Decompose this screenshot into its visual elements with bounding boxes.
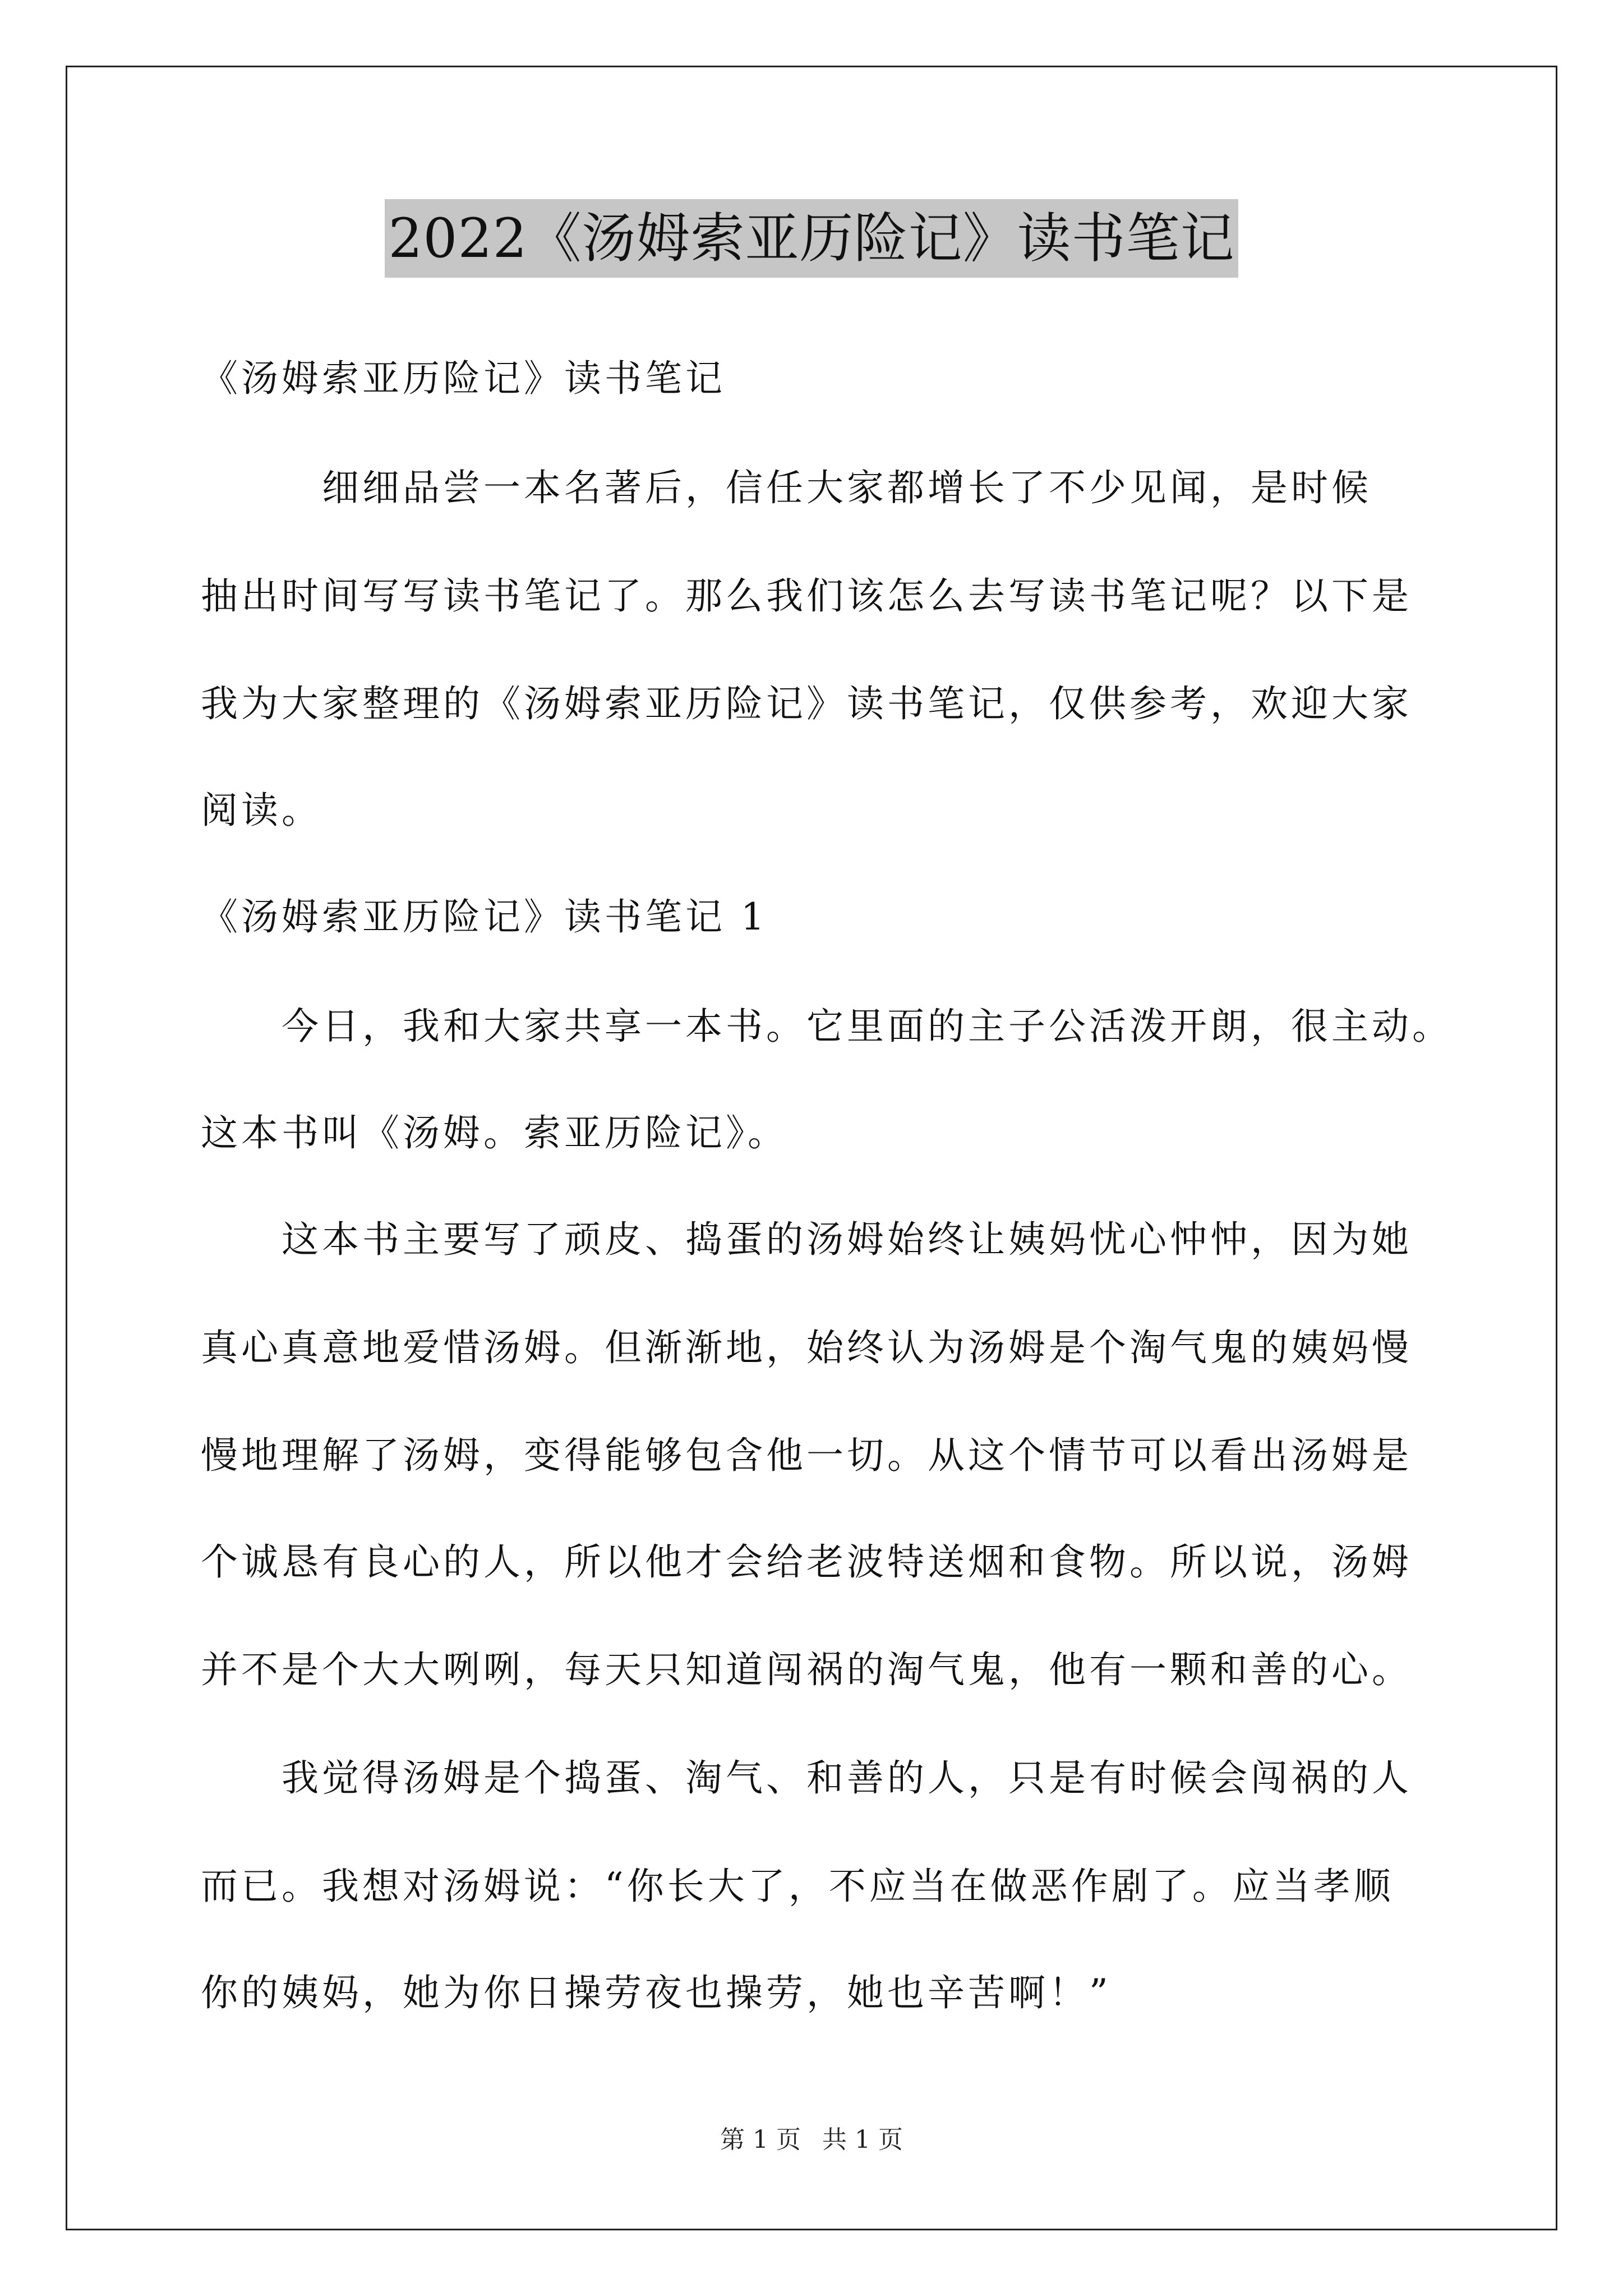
paragraph-line: 慢地理解了汤姆，变得能够包含他一切。从这个情节可以看出汤姆是: [201, 1434, 1412, 1477]
title-container: [0, 199, 1623, 278]
paragraph-line: 阅读。: [201, 789, 322, 832]
paragraph-line: 这本书主要写了顽皮、捣蛋的汤姆始终让姨妈忧心忡忡，因为她: [201, 1218, 1412, 1261]
paragraph-line: 我觉得汤姆是个捣蛋、淘气、和善的人，只是有时候会闯祸的人: [201, 1756, 1412, 1800]
section-heading: 《汤姆索亚历险记》读书笔记 1: [201, 895, 768, 938]
subtitle-line: 《汤姆索亚历险记》读书笔记: [201, 357, 726, 400]
document-title: 2022《汤姆索亚历险记》读书笔记: [385, 199, 1238, 278]
paragraph-line: 个诚恳有良心的人，所以他才会给老波特送烟和食物。所以说，汤姆: [201, 1540, 1412, 1584]
paragraph-line: 并不是个大大咧咧，每天只知道闯祸的淘气鬼，他有一颗和善的心。: [201, 1648, 1412, 1691]
page-number: 第 1 页: [720, 2125, 801, 2154]
paragraph-line: 你的姨妈，她为你日操劳夜也操劳，她也辛苦啊！”: [201, 1971, 1112, 2014]
paragraph-line: 而已。我想对汤姆说：“你长大了，不应当在做恶作剧了。应当孝顺: [201, 1865, 1394, 1908]
page-footer: [0, 2123, 1623, 2157]
paragraph-line: 抽出时间写写读书笔记了。那么我们该怎么去写读书笔记呢？以下是: [201, 574, 1412, 618]
paragraph-line: 真心真意地爱惜汤姆。但渐渐地，始终认为汤姆是个淘气鬼的姨妈慢: [201, 1326, 1412, 1369]
paragraph-line: 这本书叫《汤姆。索亚历险记》。: [201, 1111, 788, 1154]
paragraph-line: 细细品尝一本名著后，信任大家都增长了不少见闻，是时候: [201, 466, 1372, 509]
paragraph-line: 今日，我和大家共享一本书。它里面的主子公活泼开朗，很主动。: [201, 1005, 1453, 1048]
page-total: 共 1 页: [822, 2125, 903, 2154]
paragraph-line: 我为大家整理的《汤姆索亚历险记》读书笔记，仅供参考，欢迎大家: [201, 682, 1412, 725]
